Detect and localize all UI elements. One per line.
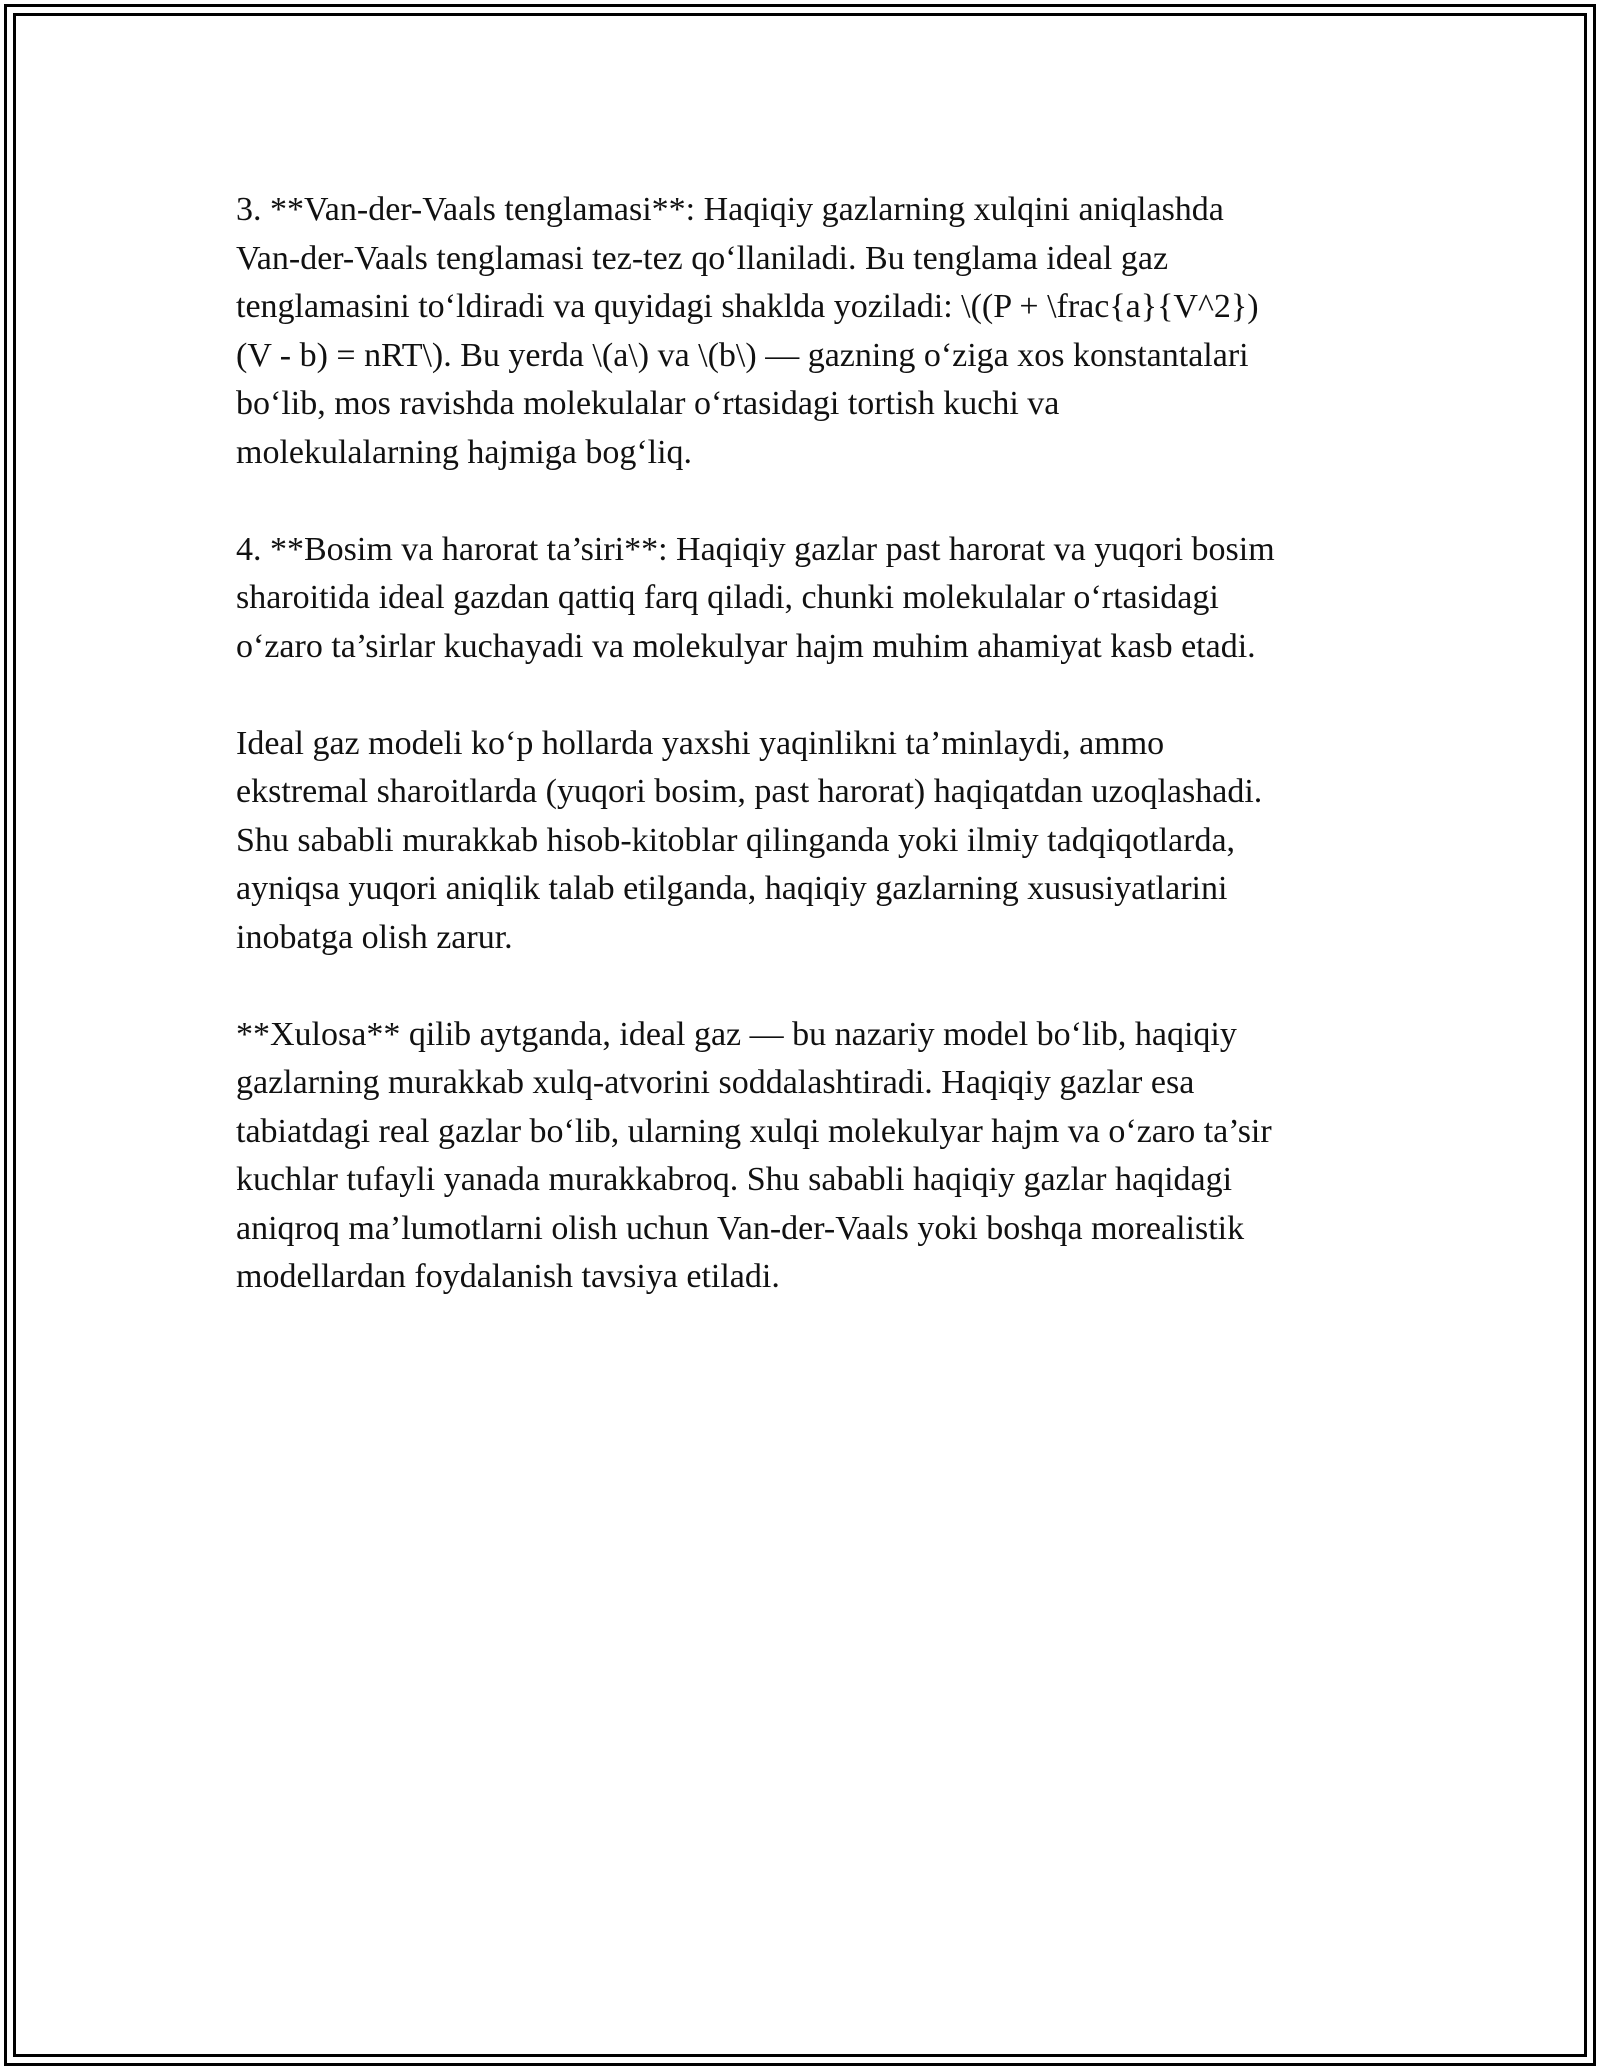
paragraph-conclusion: **Xulosa** qilib aytganda, ideal gaz — bu nazariy model bo‘lib, haqiqiy gazlarning murakkab xulq-atvorini soddalashtiradi. Haqiqiy gazlar esa tabiatdagi real gazlar bo‘lib, ularning xulqi molekulyar hajm va o‘zaro ta’sir kuchlar tufayli yanada murakkabroq. Shu sababli haqiqiy gazlar haqidagi aniqroq ma’lumotlarni olish uchun Van-der-Vaals yoki boshqa morealistik modellardan foydalanish tavsiya etiladi.	[236, 1015, 1272, 1295]
paragraph-pressure-temperature: 4. **Bosim va harorat ta’siri**: Haqiqiy gazlar past harorat va yuqori bosim sharoitida ideal gazdan qattiq farq qiladi, chunki molekulalar o‘rtasidagi o‘zaro ta’sirlar kuchayadi va molekulyar hajm muhim ahamiyat kasb etadi.	[236, 530, 1275, 665]
paragraph-van-der-waals: 3. **Van-der-Vaals tenglamasi**: Haqiqiy gazlarning xulqini aniqlashda Van-der-Vaals tenglamasi tez-tez qo‘llaniladi. Bu tenglama ideal gaz tenglamasini to‘ldiradi va quyidagi shaklda yoziladi: \((P + \frac{a}{V^2}) (V - b) = nRT\). Bu yerda \(a\) va \(b\) — gazning o‘ziga xos konstantalari bo‘lib, mos ravishda molekulalar o‘rtasidagi tortish kuchi va molekulalarning hajmiga bog‘liq.	[236, 191, 1259, 471]
paragraph-ideal-gas-model: Ideal gaz modeli ko‘p hollarda yaxshi yaqinlikni ta’minlaydi, ammo ekstremal sharoitlarda (yuqori bosim, past harorat) haqiqatdan uzoqlashadi. Shu sababli murakkab hisob-kitoblar qilinganda yoki ilmiy tadqiqotlarda, ayniqsa yuqori aniqlik talab etilganda, haqiqiy gazlarning xususiyatlarini inobatga olish zarur.	[236, 724, 1263, 956]
document-body	[236, 186, 1376, 1350]
